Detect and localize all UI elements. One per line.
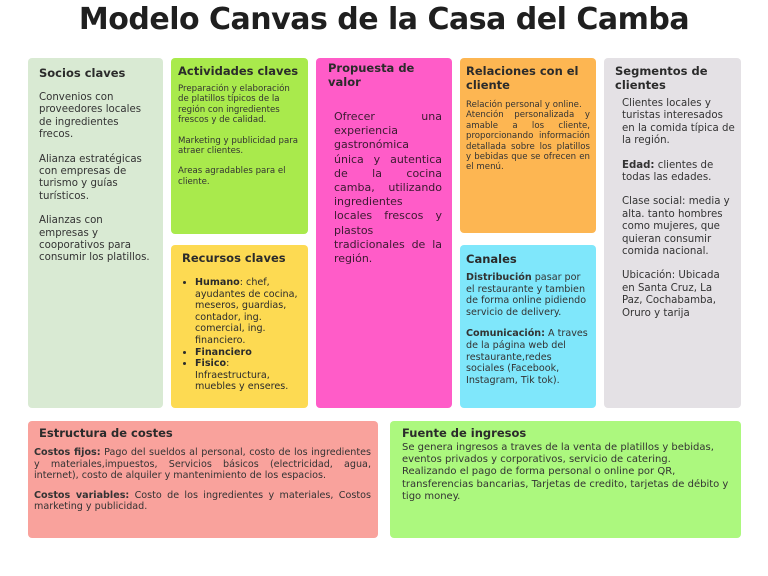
actividades-item: Areas agradables para el cliente. [178, 166, 286, 187]
propuesta-de-valor-box [316, 58, 452, 408]
canales-distribucion: Distribución pasar por el restaurante y tambien de forma online pidiendo servicio de delivery. [466, 272, 587, 318]
ingresos-heading: Fuente de ingresos [402, 426, 527, 440]
canvas-title: Modelo Canvas de la Casa del Camba [78, 2, 690, 37]
propuesta-text: Ofrecer una experiencia gastronómica única y autentica de la cocina camba, utilizando ingredientes locales frescos y plastos tradicionales de la región. [334, 110, 442, 266]
recursos-item-humano: • Humano: chef, ayudantes de cocina, meseros, guardias, contador, ing. comercial, ing. financiero. [195, 277, 304, 347]
ingresos-item: Realizando el pago de forma personal o online por QR, transferencias bancarias, Tarjetas de credito, tarjetas de débito y tigo money. [402, 466, 729, 502]
recursos-list [182, 277, 304, 393]
recursos-item-financiero: • Financiero [195, 347, 304, 359]
relaciones-item: Relación personal y online. [466, 100, 582, 110]
socios-claves-box [28, 58, 163, 408]
relaciones-item: Atención personalizada y amable a los cliente, proporcionando información detallada sobre los platillos y bebidas que se ofrecen en el menú. [466, 110, 590, 173]
relaciones-cliente-box [460, 58, 596, 233]
relaciones-heading: Relaciones con el cliente [466, 64, 579, 92]
canales-box [460, 245, 596, 408]
socios-item: Alianzas con empresas y cooporativos para consumir los platillos. [39, 215, 150, 264]
actividades-item: Preparación y elaboración de platillos típicos de la región con ingredientes frescos y de calidad. [178, 84, 290, 126]
recursos-claves-box [171, 245, 308, 408]
propuesta-heading: Propuesta de valor [328, 61, 415, 89]
recursos-item-fisico: • Fisico: Infraestructura, muebles y enseres. [195, 358, 304, 393]
segmentos-item: Clientes locales y turistas interesados en la comida típica de la región. [622, 98, 735, 147]
canales-comunicacion: Comunicación: A traves de la página web del restaurante,redes sociales (Facebook, Instagram, Tik tok). [466, 328, 588, 386]
actividades-claves-heading: Actividades claves [178, 64, 299, 78]
actividades-item: Marketing y publicidad para atraer clientes. [178, 135, 299, 157]
costes-variables: Costos variables: Costo de los ingredientes y materiales, Costos marketing y publicidad. [34, 489, 371, 513]
socios-item: Alianza estratégicas con empresas de turismo y guías turísticos. [39, 153, 142, 202]
fuente-ingresos-box [390, 421, 741, 538]
costes-heading: Estructura de costes [39, 426, 173, 440]
socios-item: Convenios con proveedores locales de ingredientes frecos. [39, 92, 142, 141]
segmentos-heading: Segmentos de clientes [615, 64, 708, 92]
actividades-claves-box [171, 58, 308, 234]
costes-fijos: Costos fijos: Pago del sueldos al personal, costo de los ingredientes y materiales,impuestos, Servicios básicos (electricidad, agua, internet), costo de alquiler y mantenimiento de los espacios. [34, 447, 371, 482]
segmentos-item: Clase social: media y alta. tanto hombres como mujeres, que quieran consumir comida nacional. [622, 196, 730, 258]
canales-heading: Canales [466, 252, 517, 266]
segmentos-item: Ubicación: Ubicada en Santa Cruz, La Paz, Cochabamba, Oruro y tarija [622, 270, 720, 319]
segmentos-edad: Edad: clientes de todas las edades. [622, 159, 714, 184]
segmentos-clientes-box [604, 58, 741, 408]
socios-claves-heading: Socios claves [39, 66, 126, 80]
recursos-claves-heading: Recursos claves [182, 251, 286, 265]
estructura-costes-box [28, 421, 378, 538]
ingresos-item: Se genera ingresos a traves de la venta de platillos y bebidas, eventos privados y corporativos, servicio de catering. [402, 442, 714, 466]
